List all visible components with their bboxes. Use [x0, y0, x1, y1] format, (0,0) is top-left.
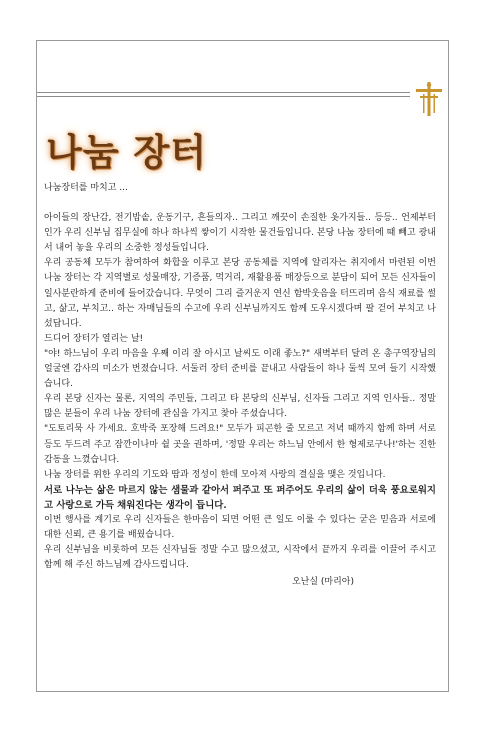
- paragraph: "도토리묵 사 가세요. 호박죽 포장해 드려요!" 모두가 피곤한 줄 모르고 저녁 때까지 함께 하며 서로 등도 두드려 주고 잠깐이나마 쉴 곳을 권하며, '정말 우리는 하느님 안에서 한 형제로구나!'하는 진한 감동을 느꼈습니다.: [44, 424, 436, 465]
- article-body: [44, 181, 436, 590]
- author-signature: 오난실 (마리아): [291, 577, 354, 588]
- paragraph: 나눔 장터를 위한 우리의 기도와 땀과 정성이 한데 모아져 사랑의 결실을 맺은 것입니다.: [44, 469, 386, 480]
- paragraph: 드디어 장터가 열리는 날!: [44, 333, 144, 344]
- paragraph: 우리 본당 신자는 물론, 지역의 주민들, 그리고 타 본당의 신부님, 신자들 그리고 지역 인사들.. 정말 많은 분들이 우리 나눔 장터에 관심을 가지고 찾아 주셨습니다.: [44, 394, 436, 420]
- page-title: 나눔 장터: [46, 131, 207, 174]
- emphasized-paragraph: 서로 나누는 삶은 마르지 않는 샘물과 같아서 퍼주고 또 퍼주어도 우리의 삶이 더욱 풍요로워지고 사랑으로 가득 채워진다는 생각이 듭니다.: [44, 484, 436, 511]
- cross-ornament-icon: [414, 82, 444, 116]
- paragraph: "야! 하느님이 우리 마음을 우째 이리 잘 아시고 날씨도 이래 좋노?" 새벽부터 달려 온 총구역장님의 얼굴엔 감사의 미소가 번졌습니다. 서둘러 장터 준비를 끝내고 사람들이 하나 둘씩 모여 들기 시작했습니다.: [44, 348, 436, 390]
- intro-line: 나눔장터를 마치고 ...: [44, 183, 128, 193]
- paragraph: 우리 공동체 모두가 참여하여 화합을 이루고 본당 공동체를 지역에 알리자는 취지에서 마련된 이번 나눔 장터는 각 지역별로 성물매장, 기증품, 먹거리, 재활용품 매장등으로 분담이 되어 모든 신자들이 일사분란하게 준비에 들어갔습니다. 무엇이 그리 즐거운지 연신 함박웃음을 터뜨리며 음식 재료를 썰고, 삶고, 부치고.. 하는 자매님들의 수고에 우리 신부님까지도 함께 도우시겠다며 팔 걷어 부치고 나섰답니다.: [44, 258, 436, 329]
- paragraph: 우리 신부님을 비롯하여 모든 신자님들 정말 수고 많으셨고, 시작에서 끝까지 우리를 이끌어 주시고 함께 해 주신 하느님께 감사드립니다.: [44, 545, 436, 571]
- paragraph: 아이들의 장난감, 전기밥솥, 운동기구, 흔들의자.. 그리고 깨끗이 손질한 옷가지들.. 등등.. 언제부터인가 우리 신부님 집무실에 하나 하나씩 쌓이기 시작한 물건들입니다. 본당 나눔 장터에 때 빼고 광내서 내어 놓을 우리의 소중한 정성들입니다.: [44, 213, 436, 254]
- header-rule-bottom: [37, 96, 410, 97]
- paragraph: 이번 행사를 계기로 우리 신자들은 한마음이 되면 어떤 큰 일도 이룰 수 있다는 굳은 믿음과 서로에 대한 신뢰, 큰 용기를 배웠습니다.: [44, 514, 436, 541]
- header-rule-top: [37, 92, 410, 93]
